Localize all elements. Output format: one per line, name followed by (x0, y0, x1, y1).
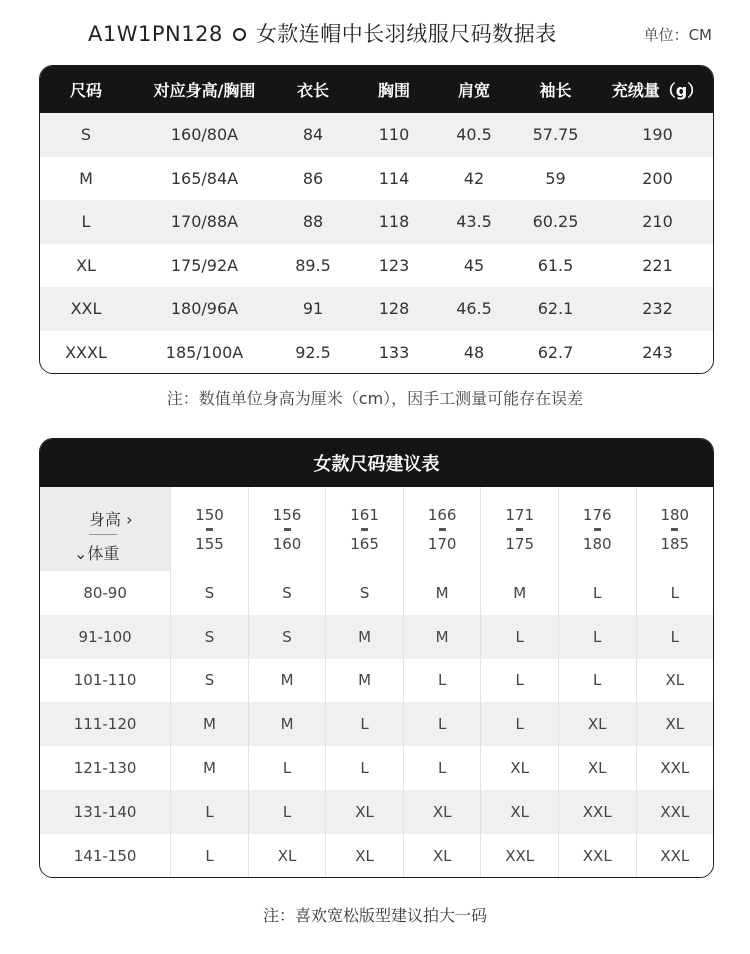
height-range-header (325, 487, 403, 571)
size-suggestion-cell: M (325, 615, 403, 659)
height-to: 185 (660, 534, 690, 553)
weight-range-cell: 80-90 (83, 583, 127, 602)
table-cell: 243 (642, 342, 673, 362)
title-text: 女款连帽中长羽绒服尺码数据表 (255, 22, 557, 46)
range-dash (594, 528, 601, 531)
table-cell: 133 (378, 342, 410, 362)
size-suggestion-cell: L (325, 746, 403, 790)
size-suggestion-cell: M (403, 571, 481, 615)
size-suggestion-cell: L (170, 834, 248, 878)
table-cell: 123 (378, 255, 410, 275)
table-cell: 170/88A (170, 212, 239, 232)
size-suggestion-cell: M (480, 571, 558, 615)
size-suggestion-cell: L (403, 659, 481, 703)
size-suggestion-cell: M (403, 615, 481, 659)
column-header: 充绒量（g） (611, 81, 704, 100)
size-suggestion-cell: S (325, 571, 403, 615)
table-cell: 110 (378, 125, 410, 145)
size-suggestion-cell: L (480, 615, 558, 659)
size-suggestion-cell: L (558, 659, 636, 703)
weight-row (40, 834, 713, 878)
range-dash (439, 528, 446, 531)
table-cell: 165/84A (170, 168, 239, 188)
size-suggestion-cell: M (248, 659, 326, 703)
column-header: 肩宽 (457, 81, 490, 100)
table-cell: 118 (378, 212, 410, 232)
weight-range-cell: 131-140 (73, 802, 137, 821)
table-cell: 62.1 (537, 299, 574, 319)
height-from: 166 (427, 505, 457, 524)
weight-row (40, 702, 713, 746)
size-row (40, 287, 713, 331)
height-range-header (636, 487, 714, 571)
weight-row (40, 659, 713, 703)
size-suggestion-cell: L (403, 746, 481, 790)
table-cell: 45 (463, 255, 485, 275)
size-suggestion-cell: XL (403, 790, 481, 834)
weight-axis-label: ⌄体重 (74, 544, 120, 563)
circle-bullet-icon (233, 28, 246, 41)
height-range-header (480, 487, 558, 571)
table-cell: 48 (463, 342, 485, 362)
table-cell: S (80, 125, 92, 145)
table-cell: 86 (302, 168, 324, 188)
table-cell: 160/80A (170, 125, 239, 145)
size-suggestion-cell: L (558, 571, 636, 615)
table-cell: 92.5 (295, 342, 331, 362)
product-code: A1W1PN128 (88, 22, 223, 46)
range-dash (284, 528, 291, 531)
size-suggestion-cell: S (248, 615, 326, 659)
height-range-header (403, 487, 481, 571)
table-cell: 84 (302, 125, 324, 145)
size-suggestion-cell: L (248, 746, 326, 790)
size-suggestion-cell: XXL (636, 790, 714, 834)
size-suggestion-cell: XL (558, 702, 636, 746)
table-cell: L (81, 212, 91, 232)
table-cell: 60.25 (532, 212, 579, 232)
weight-row (40, 746, 713, 790)
size-suggestion-cell: XL (480, 790, 558, 834)
table-cell: 190 (642, 125, 673, 145)
table-cell: 175/92A (170, 255, 239, 275)
table-cell: 221 (642, 255, 673, 275)
size-suggestion-cell: XL (248, 834, 326, 878)
size-suggestion-cell: XL (636, 702, 714, 746)
divider (89, 534, 117, 535)
height-to: 170 (427, 534, 457, 553)
size-suggestion-cell: S (170, 615, 248, 659)
size-suggestion-cell: XXL (636, 834, 714, 878)
size-suggestion-cell: S (248, 571, 326, 615)
size-suggestion-cell: L (480, 702, 558, 746)
measurement-note: 注：数值单位身高为厘米（cm），因手工测量可能存在误差 (166, 389, 584, 408)
size-suggestion-cell: L (248, 790, 326, 834)
weight-row (40, 571, 713, 615)
unit-label: 单位：CM (643, 26, 712, 44)
table-cell: 57.75 (532, 125, 579, 145)
size-suggestion-cell: XXL (558, 834, 636, 878)
height-from: 161 (350, 505, 379, 524)
size-suggestion-cell: M (170, 702, 248, 746)
height-range-header (248, 487, 326, 571)
table-cell: 180/96A (170, 299, 239, 319)
size-suggestion-cell: XXL (558, 790, 636, 834)
column-header: 胸围 (377, 81, 410, 100)
table-cell: 200 (642, 168, 673, 188)
fit-suggestion-note: 注：喜欢宽松版型建议拍大一码 (262, 906, 487, 925)
table-cell: 185/100A (165, 342, 244, 362)
height-label-text: 身高 › (89, 510, 133, 529)
size-suggestion-table (39, 438, 714, 878)
size-suggestion-cell: L (325, 702, 403, 746)
table-cell: M (79, 168, 93, 188)
size-data-table (39, 65, 714, 374)
suggestion-table-title: 女款尺码建议表 (40, 439, 713, 487)
table-cell: 42 (463, 168, 485, 188)
size-row (40, 200, 713, 244)
weight-row (40, 790, 713, 834)
size-suggestion-cell: XL (558, 746, 636, 790)
table-cell: 91 (302, 299, 324, 319)
weight-range-cell: 91-100 (78, 627, 132, 646)
range-dash (516, 528, 523, 531)
size-suggestion-cell: S (170, 571, 248, 615)
height-header-row (40, 487, 713, 571)
size-suggestion-cell: XL (480, 746, 558, 790)
size-suggestion-cell: L (403, 702, 481, 746)
column-header: 对应身高/胸围 (153, 81, 256, 100)
range-dash (206, 528, 213, 531)
weight-range-cell: 111-120 (73, 715, 137, 734)
size-table-header (40, 66, 713, 113)
height-range-header (170, 487, 248, 571)
size-suggestion-cell: XXL (636, 746, 714, 790)
height-from: 171 (505, 505, 534, 524)
height-to: 175 (505, 534, 534, 553)
column-header: 衣长 (296, 81, 329, 100)
size-row (40, 113, 713, 157)
weight-range-cell: 101-110 (73, 671, 137, 690)
height-to: 155 (195, 534, 224, 553)
size-suggestion-cell: XL (325, 790, 403, 834)
height-from: 180 (660, 505, 690, 524)
size-suggestion-cell: XL (636, 659, 714, 703)
height-to: 160 (272, 534, 302, 553)
table-cell: XL (76, 255, 96, 275)
weight-range-cell: 141-150 (73, 846, 137, 865)
range-dash (671, 528, 678, 531)
table-cell: 61.5 (537, 255, 574, 275)
size-suggestion-cell: M (170, 746, 248, 790)
size-suggestion-cell: L (480, 659, 558, 703)
height-to: 180 (582, 534, 612, 553)
height-range-header (558, 487, 636, 571)
size-row (40, 244, 713, 288)
column-header: 尺码 (69, 81, 102, 100)
size-suggestion-cell: M (248, 702, 326, 746)
size-suggestion-cell: XL (325, 834, 403, 878)
table-cell: 46.5 (456, 299, 492, 319)
corner-cell (40, 487, 170, 571)
size-suggestion-cell: M (325, 659, 403, 703)
height-to: 165 (350, 534, 379, 553)
size-suggestion-cell: S (170, 659, 248, 703)
height-from: 176 (582, 505, 612, 524)
column-header: 袖长 (539, 81, 572, 100)
page-title (88, 18, 557, 48)
table-cell: 89.5 (295, 255, 331, 275)
table-cell: 40.5 (456, 125, 492, 145)
height-from: 150 (195, 505, 224, 524)
size-suggestion-cell: XL (403, 834, 481, 878)
table-cell: 88 (302, 212, 324, 232)
size-suggestion-cell: L (636, 615, 714, 659)
height-from: 156 (272, 505, 302, 524)
size-suggestion-cell: L (636, 571, 714, 615)
table-cell: 114 (378, 168, 410, 188)
size-row (40, 331, 713, 375)
size-suggestion-cell: L (558, 615, 636, 659)
table-cell: XXXL (65, 342, 107, 362)
table-cell: 43.5 (456, 212, 492, 232)
range-dash (361, 528, 368, 531)
size-suggestion-cell: L (170, 790, 248, 834)
size-row (40, 157, 713, 201)
size-suggestion-cell: XXL (480, 834, 558, 878)
table-cell: 128 (378, 299, 410, 319)
table-cell: 232 (642, 299, 673, 319)
table-cell: 59 (545, 168, 566, 188)
table-cell: 62.7 (537, 342, 574, 362)
table-cell: XXL (70, 299, 102, 319)
weight-range-cell: 121-130 (73, 759, 137, 778)
table-cell: 210 (642, 212, 673, 232)
height-axis-label (89, 507, 133, 535)
page-header (0, 0, 750, 62)
weight-row (40, 615, 713, 659)
